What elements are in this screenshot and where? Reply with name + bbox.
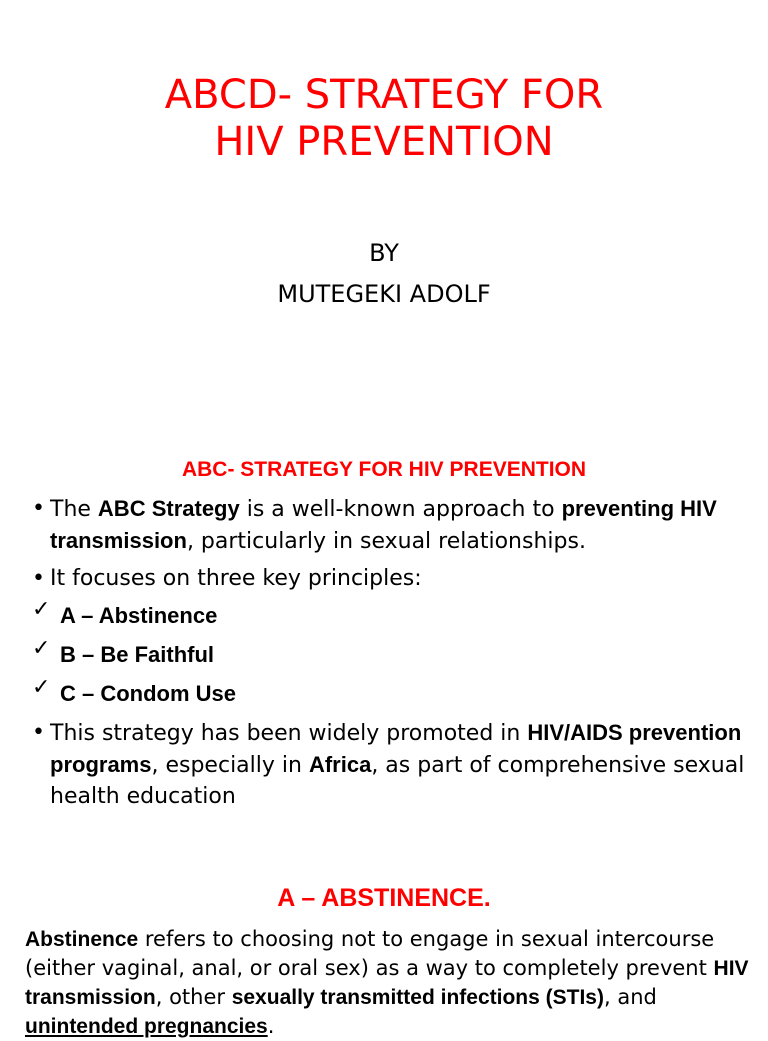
principle-item-b: ✓ B – Be Faithful (30, 639, 760, 670)
principle-item-c: ✓ C – Condom Use (30, 678, 760, 709)
check-mark-icon: ✓ (32, 636, 51, 661)
abstinence-paragraph: Abstinence refers to choosing not to engage in sexual intercourse (either vaginal, anal, or oral sex) as a way to completely prevent HIV transmission, other sexually transmitted infections (STIs), and unintended pregnancies. (25, 927, 749, 1038)
list-item: • The ABC Strategy is a well-known approach to preventing HIV transmission, particularly in sexual relationships. (30, 493, 760, 557)
section-heading-abstinence: A – ABSTINENCE. (277, 884, 491, 912)
check-mark-icon: ✓ (32, 675, 51, 700)
page-title (0, 72, 768, 166)
check-mark-icon: ✓ (32, 597, 51, 622)
bullet-dot-icon: • (32, 496, 45, 521)
list-item: • It focuses on three key principles: (30, 563, 760, 594)
title-line-1: ABCD- STRATEGY FOR (164, 72, 604, 118)
author-name: MUTEGEKI ADOLF (277, 280, 491, 308)
bullet-dot-icon: • (32, 720, 45, 745)
bullet-dot-icon: • (32, 566, 45, 591)
abc-bullet-list (30, 493, 760, 818)
title-line-2: HIV PREVENTION (214, 119, 554, 165)
list-item: • This strategy has been widely promoted in HIV/AIDS prevention programs, especially in Africa, as part of comprehensive sexual health education (30, 717, 760, 812)
by-label: BY (369, 239, 399, 267)
section-heading-abc: ABC- STRATEGY FOR HIV PREVENTION (181, 458, 587, 481)
principle-item-a: ✓ A – Abstinence (30, 600, 760, 631)
